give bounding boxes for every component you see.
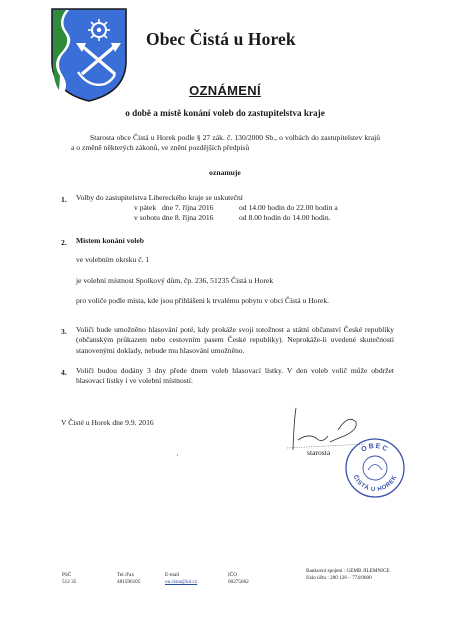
item-title: Místem konání voleb [76,236,144,245]
item-number: 1. [61,195,67,204]
dot-mark: · [176,451,179,460]
notice-subtitle: o době a místě konání voleb do zastupitelstva kraje [125,108,325,118]
footer-ico-label: IČO [228,572,237,578]
footer-psc-label: PSČ [62,572,72,578]
item-number: 3. [61,327,67,336]
item-line: ve volebním okrsku č. 1 [76,255,150,264]
stamp-text-bottom: ČISTÁ U HOREK [351,474,399,494]
item-title: Volby do zastupitelstva Libereckého kraje se uskuteční [76,193,243,202]
item-line: je volební místnost Spolkový dům, čp. 236, 51235 Čistá u Horek [76,276,274,285]
item-number: 4. [61,368,67,377]
date-time: od 8.00 hodin do 14.00 hodin. [239,213,331,222]
footer-bank-value: číslo účtu : 280 126 – 774/0600 [306,575,372,581]
official-stamp [344,437,406,499]
item-line: pro voliče podle místa, kde jsou přihlášeni k trvalému pobytu v obci Čistá u Horek. [76,296,330,305]
footer-tel-label: Tel./Fax [117,572,135,578]
date-day: v pátek [134,203,157,212]
item-number: 2. [61,238,67,247]
footer-bank-label: Bankovní spojení : GEMB JILEMNICE [306,568,390,574]
notice-title: OZNÁMENÍ [189,83,261,98]
date-value: dne 8. října 2016 [162,213,214,222]
place-and-date: V Čisté u Horek dne 9.9. 2016 [61,418,154,427]
date-time: od 14.00 hodin do 22.00 hodin a [239,203,338,212]
intro-paragraph: Starosta obce Čistá u Horek podle § 27 zák. č. 130/2000 Sb., o volbách do zastupitelstev krajů a o změně některých zákonů, ve znění pozdějších předpisů [71,133,380,153]
footer-ico-value: 00275662 [228,579,249,585]
item-paragraph: Voliči budou dodány 3 dny přede dnem voleb hlasovací lístky. V den voleb volič může obdržet hlasovací lístky i ve volební místnosti. [76,366,394,386]
date-day: v sobotu [134,213,160,222]
item-paragraph: Voliči bude umožněno hlasování poté, kdy prokáže svoji totožnost a státní občanství České republiky (občanským průkazem nebo cestovním pasem České republiky). Neprokáže-li uvedené skutečnosti stanovenými doklady, nebude mu hlasování umožněno. [76,325,394,355]
footer-psc-value: 512 35 [62,579,77,585]
svg-text:ČISTÁ U HOREK [352,474,399,493]
svg-text:OBEC [360,443,389,454]
stamp-text-top: OBEC [360,442,390,454]
footer-email-label: E-mail [165,572,180,578]
signature-role: starosta [307,448,331,457]
announces-word: oznamuje [209,168,241,177]
town-name: Obec Čistá u Horek [146,29,296,49]
date-value: dne 7. října 2016 [162,203,214,212]
footer-email-link[interactable]: ou.cista@iol.cz [165,579,198,585]
footer-tel-value: 481596105 [117,579,141,585]
